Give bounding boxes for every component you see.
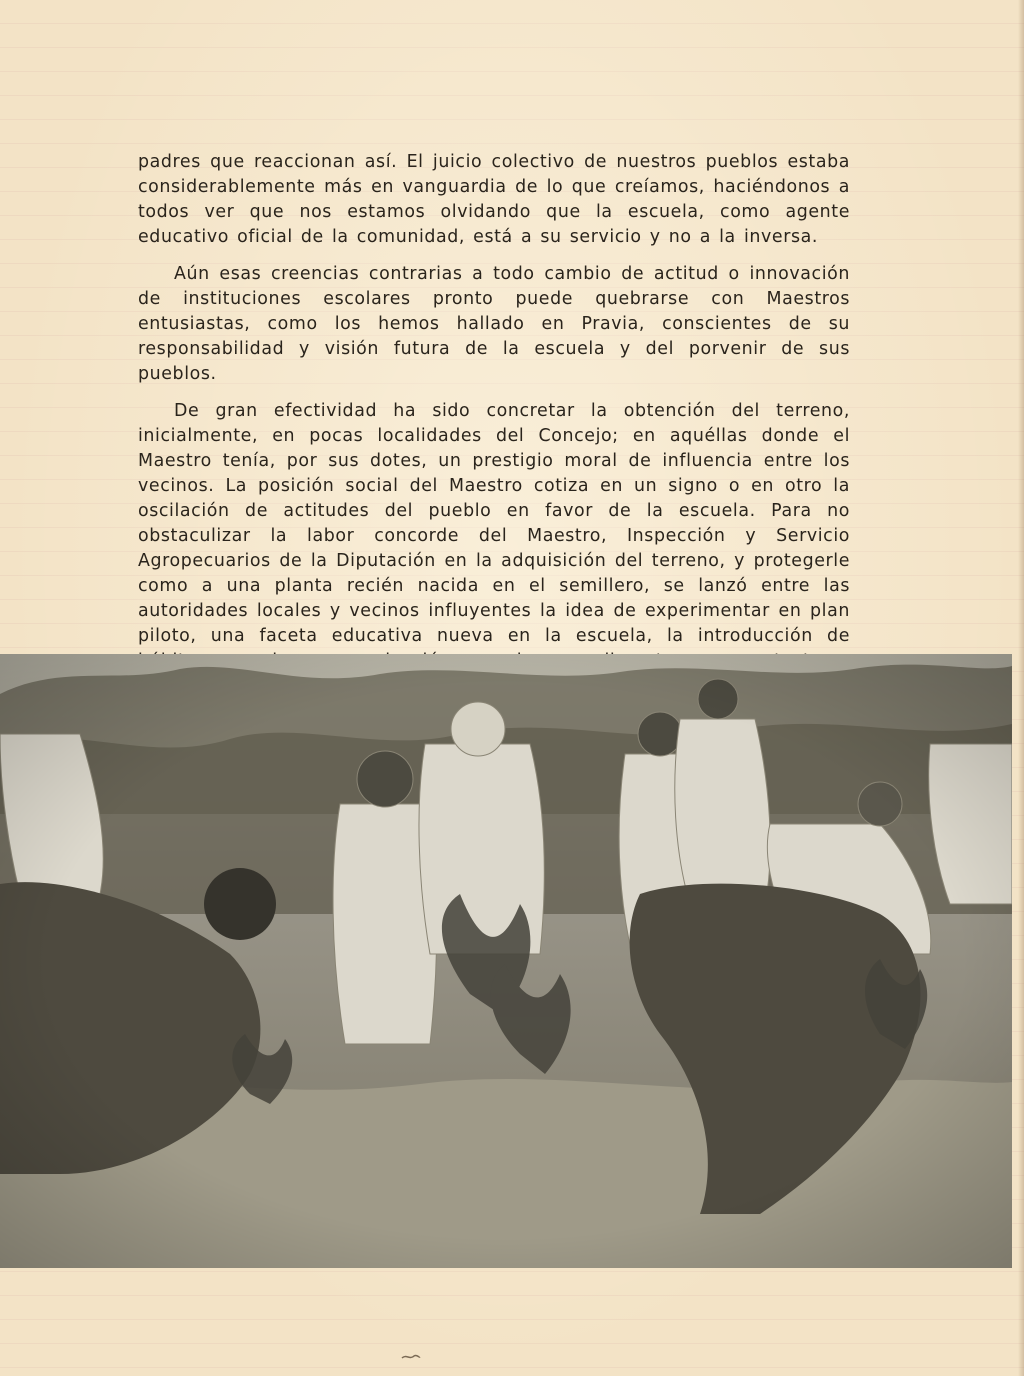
paragraph-1: padres que reaccionan así. El juicio colectivo de nuestros pueblos estaba considerablemente más en vanguardia de lo que creíamos, haciéndonos a todos ver que nos estamos olvidando que la escuela, como agente educativo oficial de la comunidad, está a su servicio y no a la inversa. — [138, 152, 850, 247]
photo-illustration — [0, 654, 1012, 1268]
photograph-children-garden — [0, 654, 1012, 1268]
paragraph-3: De gran efectividad ha sido concretar la obtención del terreno, inicialmente, en pocas localidades del Concejo; en aquéllas donde el Maestro tenía, por sus dotes, un prestigio moral de influencia entre los vecinos. La posición social del Maestro cotiza en un signo o en otro la oscilación de actitudes del pueblo en favor de la escuela. Para no obstaculizar la labor concorde del Maestro, Inspección y Servicio Agropecuarios de la Diputación en la adquisición del terreno, y protegerle como a una planta recién nacida en el semillero, se lanzó entre las autoridades locales y vecinos influyentes la idea de experimentar en plan piloto, una faceta educativa nueva en la escuela, la introducción de — [138, 401, 850, 646]
paper-speck — [400, 1352, 422, 1362]
body-text — [138, 150, 850, 686]
paragraph-2: Aún esas creencias contrarias a todo cambio de actitud o innovación de instituciones escolares pronto puede quebrarse con Maestros entusiastas, como los hemos hallado en Pravia, conscientes de su responsabilidad y visión futura de la escuela y del porvenir de sus pueblos. — [138, 264, 850, 384]
page-edge-shadow — [1018, 0, 1024, 1376]
